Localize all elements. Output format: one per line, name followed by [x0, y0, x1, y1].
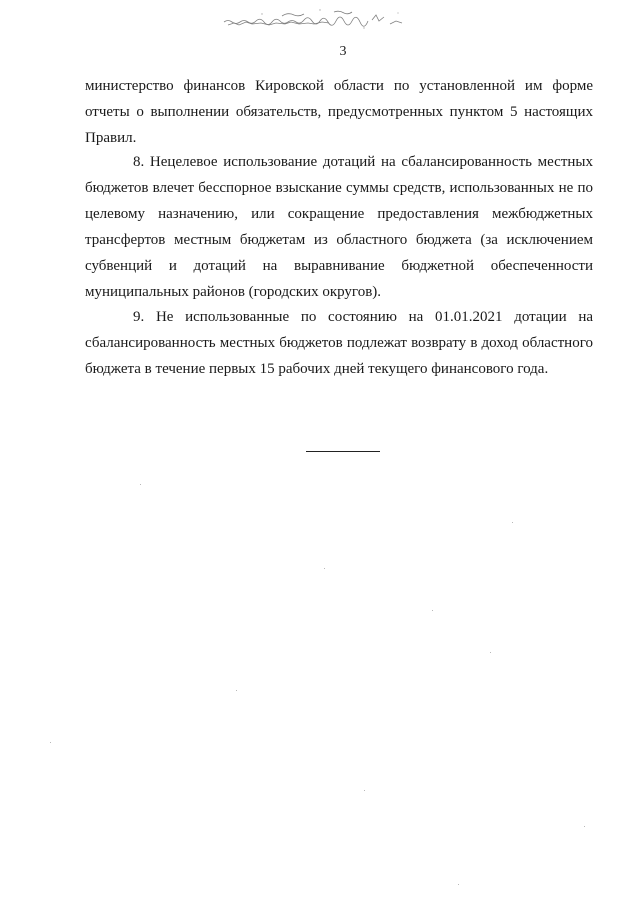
continuation-paragraph-block — [85, 73, 593, 151]
scan-speck — [140, 484, 141, 485]
scan-speck — [458, 884, 459, 885]
scanned-header-stamp — [222, 6, 412, 32]
item-9-block — [85, 304, 593, 382]
item-8-paragraph: 8. Нецелевое использование дотаций на сбалансированность местных бюджетов влечет бесспорное взыскание суммы средств, использованных не по целевому назначению, или сокращение предоставления межбюджетных трансфертов местным бюджетам из областного бюджета (за исключением субвенций и дотаций на выравнивание бюджетной обеспеченности муниципальных районов (городских округов). — [85, 154, 593, 300]
scan-speck — [324, 568, 325, 569]
scan-speck — [584, 826, 585, 827]
scan-speck — [364, 790, 365, 791]
scan-speck — [432, 610, 433, 611]
scan-speck — [490, 652, 491, 653]
page-number: 3 — [339, 44, 347, 59]
scan-speck — [236, 690, 237, 691]
item-8-block — [85, 149, 593, 305]
scan-speck — [50, 742, 51, 743]
scan-speck — [512, 522, 513, 523]
end-of-document-rule — [306, 451, 380, 452]
continuation-paragraph: министерство финансов Кировской области по установленной им форме отчеты о выполнении обязательств, предусмотренных пунктом 5 настоящих Правил. — [85, 78, 593, 146]
item-9-paragraph: 9. Не использованные по состоянию на 01.01.2021 дотации на сбалансированность местных бюджетов подлежат возврату в доход областного бюджета в течение первых 15 рабочих дней текущего финансового года. — [85, 309, 593, 377]
